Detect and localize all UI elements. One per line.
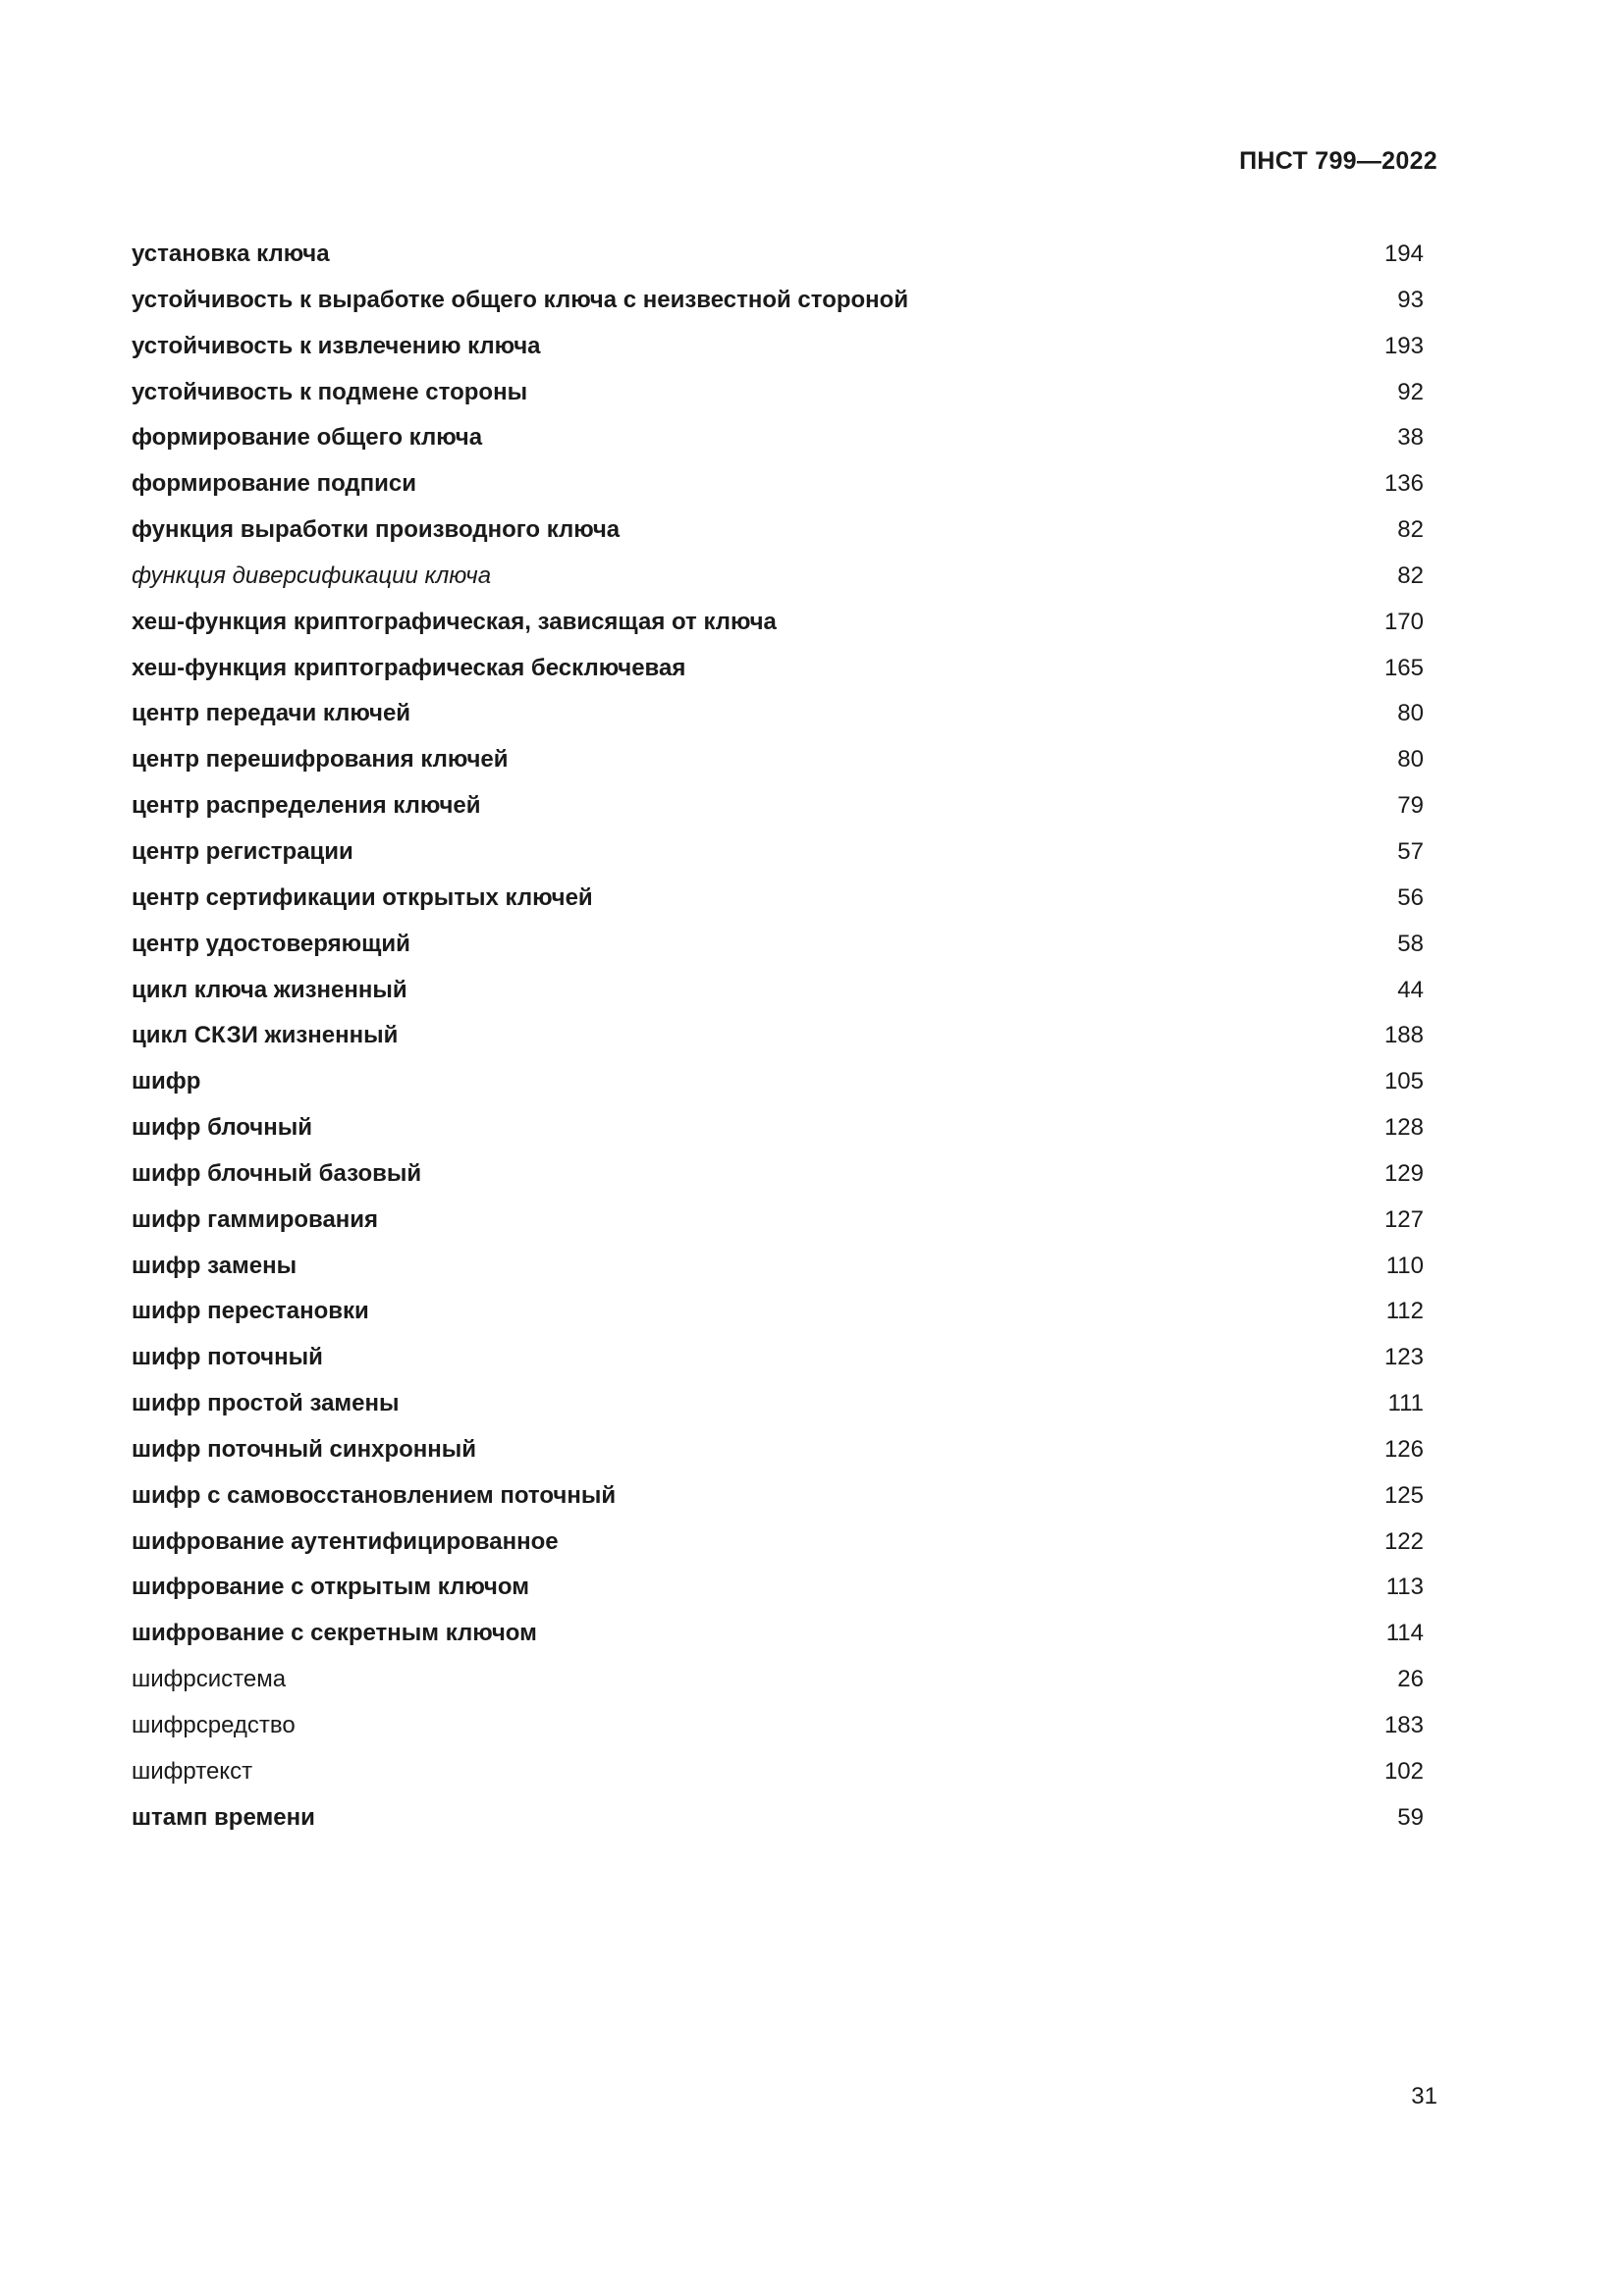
index-entry <box>132 1341 1424 1387</box>
index-entry <box>132 1755 1424 1801</box>
index-page-ref: 93 <box>1397 286 1424 313</box>
document-id-header: ПНСТ 799—2022 <box>1239 147 1437 175</box>
index-term: шифр <box>132 1068 201 1095</box>
index-entry <box>132 513 1424 560</box>
index-entry <box>132 1801 1424 1847</box>
index-term: шифр перестановки <box>132 1298 369 1325</box>
index-entry <box>132 928 1424 974</box>
index-entry <box>132 284 1424 330</box>
index-term: шифр простой замены <box>132 1390 400 1417</box>
index-page-ref: 80 <box>1397 746 1424 774</box>
index-entry <box>132 376 1424 422</box>
index-entry <box>132 1387 1424 1433</box>
index-page-ref: 125 <box>1383 1481 1424 1509</box>
index-page-ref: 56 <box>1397 883 1424 911</box>
index-page-ref: 194 <box>1383 240 1424 267</box>
index-entry <box>132 1295 1424 1341</box>
index-page-ref: 123 <box>1383 1344 1424 1371</box>
index-page-ref: 114 <box>1385 1620 1424 1647</box>
index-page-ref: 183 <box>1383 1712 1424 1738</box>
index-term: цикл СКЗИ жизненный <box>132 1022 399 1049</box>
index-entry <box>132 606 1424 652</box>
index-term: шифр замены <box>132 1252 298 1279</box>
index-entry <box>132 1663 1424 1709</box>
index-entry <box>132 1065 1424 1111</box>
index-entry <box>132 1525 1424 1572</box>
index-page-ref: 188 <box>1383 1022 1424 1049</box>
index-entry <box>132 238 1424 284</box>
index-term: шифртекст <box>132 1757 253 1785</box>
index-page-ref: 127 <box>1383 1205 1424 1233</box>
index-term: устойчивость к подмене стороны <box>132 378 528 405</box>
index-term: формирование подписи <box>132 470 416 498</box>
index-page-ref: 110 <box>1385 1252 1424 1279</box>
index-term: штамп времени <box>132 1803 315 1831</box>
index-term: шифрование с открытым ключом <box>132 1574 529 1601</box>
index-page-ref: 136 <box>1383 470 1424 498</box>
index-page-ref: 170 <box>1383 608 1424 635</box>
index-term: центр регистрации <box>132 837 353 865</box>
index-entry <box>132 697 1424 743</box>
index-entry <box>132 1157 1424 1203</box>
index-page-ref: 193 <box>1383 332 1424 359</box>
index-entry <box>132 421 1424 467</box>
index-page-ref: 111 <box>1387 1390 1424 1417</box>
index-term: хеш-функция криптографическая бесключевая <box>132 654 686 681</box>
index-page-ref: 112 <box>1385 1298 1424 1325</box>
index-term: устойчивость к выработке общего ключа с неизвестной стороной <box>132 286 909 313</box>
index-term: установка ключа <box>132 240 330 267</box>
index-page-ref: 102 <box>1383 1757 1424 1785</box>
index-page-ref: 105 <box>1383 1068 1424 1095</box>
index-page-ref: 82 <box>1397 516 1424 544</box>
index-entry <box>132 1250 1424 1296</box>
index-page-ref: 165 <box>1383 654 1424 681</box>
index-term: центр передачи ключей <box>132 700 411 727</box>
index-page-ref: 38 <box>1397 424 1424 452</box>
index-entry <box>132 1433 1424 1479</box>
index-entry <box>132 881 1424 928</box>
page-number: 31 <box>1411 2083 1437 2109</box>
index-entry <box>132 974 1424 1020</box>
index-page-ref: 126 <box>1383 1435 1424 1463</box>
index-page-ref: 122 <box>1383 1527 1424 1555</box>
index-page-ref: 92 <box>1397 378 1424 405</box>
index-page-ref: 59 <box>1397 1803 1424 1831</box>
index-term: хеш-функция криптографическая, зависящая от ключа <box>132 608 777 635</box>
alphabetical-index <box>132 238 1424 1847</box>
index-page-ref: 79 <box>1397 792 1424 820</box>
index-term: шифр поточный синхронный <box>132 1435 476 1463</box>
index-page-ref: 80 <box>1397 700 1424 727</box>
index-term: шифрование аутентифицированное <box>132 1527 559 1555</box>
index-term: центр сертификации открытых ключей <box>132 883 593 911</box>
index-term: шифрование с секретным ключом <box>132 1620 537 1647</box>
index-term: центр перешифрования ключей <box>132 746 509 774</box>
index-entry <box>132 1571 1424 1617</box>
index-term: шифр поточный <box>132 1344 323 1371</box>
index-entry <box>132 1479 1424 1525</box>
index-page-ref: 82 <box>1397 561 1424 589</box>
index-entry <box>132 743 1424 789</box>
index-term: шифр блочный базовый <box>132 1159 422 1187</box>
index-entry <box>132 835 1424 881</box>
index-page-ref: 44 <box>1397 976 1424 1003</box>
index-term: шифр с самовосстановлением поточный <box>132 1481 617 1509</box>
index-page-ref: 128 <box>1383 1114 1424 1142</box>
index-term: центр удостоверяющий <box>132 930 410 957</box>
index-term: цикл ключа жизненный <box>132 976 407 1003</box>
index-page-ref: 113 <box>1385 1574 1424 1601</box>
index-entry <box>132 1203 1424 1250</box>
index-term: шифр гаммирования <box>132 1205 379 1233</box>
index-entry <box>132 467 1424 513</box>
index-entry <box>132 1617 1424 1663</box>
index-term: центр распределения ключей <box>132 792 481 820</box>
index-term: функция диверсификации ключа <box>132 561 492 589</box>
index-term: шифрсистема <box>132 1666 287 1693</box>
index-term: функция выработки производного ключа <box>132 516 621 544</box>
index-term: устойчивость к извлечению ключа <box>132 332 541 359</box>
index-page-ref: 57 <box>1397 837 1424 865</box>
index-entry <box>132 560 1424 606</box>
index-page-ref: 129 <box>1383 1159 1424 1187</box>
index-entry <box>132 1111 1424 1157</box>
index-entry <box>132 789 1424 835</box>
index-entry <box>132 652 1424 698</box>
index-page-ref: 26 <box>1397 1666 1424 1693</box>
index-term: формирование общего ключа <box>132 424 483 452</box>
index-entry <box>132 1019 1424 1065</box>
index-entry <box>132 1709 1424 1755</box>
index-page-ref: 58 <box>1397 930 1424 957</box>
index-term: шифрсредство <box>132 1712 296 1738</box>
index-term: шифр блочный <box>132 1114 312 1142</box>
index-entry <box>132 330 1424 376</box>
